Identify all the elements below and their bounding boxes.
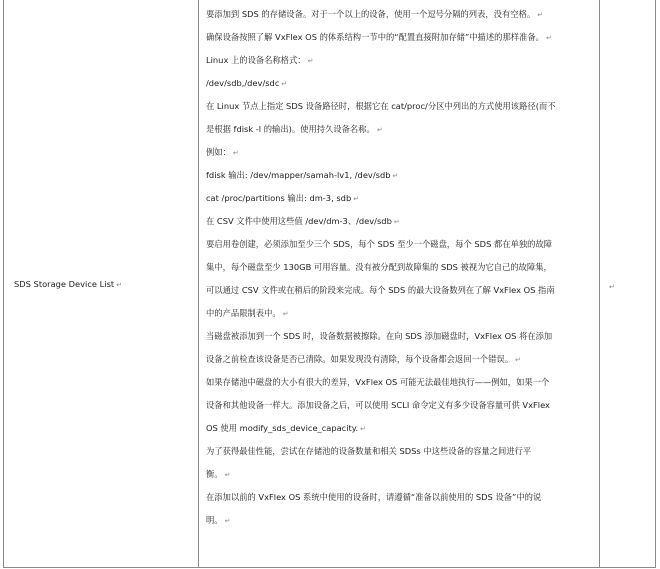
description-text: 要添加到 SDS 的存储设备。对于一个以上的设备，使用一个逗号分隔的列表，没有空格。 bbox=[206, 9, 536, 19]
description-text: Linux 上的设备名称格式： bbox=[206, 55, 306, 65]
description-text: /dev/sdb,/dev/sdc bbox=[206, 78, 280, 88]
description-text: 在 CSV 文件中使用这些值 /dev/dm-3、/dev/sdb bbox=[206, 216, 392, 226]
description-text: 在 Linux 节点上指定 SDS 设备路径时，根据它在 cat/proc/分区中列出的方式使用该路径(而不 bbox=[206, 101, 556, 111]
paragraph-mark-icon: ↵ bbox=[224, 471, 231, 479]
description-text: 要启用卷创建，必须添加至少三个 SDS，每个 SDS 至少一个磁盘，每个 SDS 都在单独的故障 bbox=[206, 239, 553, 249]
description-text: 当磁盘被添加到一个 SDS 时，设备数据被擦除。在向 SDS 添加磁盘时，VxFlex OS 将在添加 bbox=[206, 331, 553, 341]
description-text: cat /proc/partitions 输出: dm-3, sdb bbox=[206, 193, 352, 203]
paragraph-mark-icon: ↵ bbox=[282, 310, 289, 318]
paragraph-mark-icon: ↵ bbox=[545, 34, 552, 42]
description-text: 可以通过 CSV 文件或在稍后的阶段来完成。每个 SDS 的最大设备数列在了解 VxFlex OS 指南 bbox=[206, 285, 555, 295]
description-line bbox=[206, 8, 543, 21]
description-text: OS 使用 modify_sds_device_capacity. bbox=[206, 423, 359, 433]
description-text: 是根据 fdisk -l 的输出)。使用持久设备名称。 bbox=[206, 124, 375, 134]
paragraph-mark-icon: ↵ bbox=[609, 283, 615, 291]
description-line bbox=[206, 100, 556, 112]
description-line bbox=[206, 123, 383, 136]
description-line bbox=[206, 284, 555, 296]
description-text: 如果存储池中磁盘的大小有很大的差异，VxFlex OS 可能无法最佳地执行——例如，如果一个 bbox=[206, 377, 550, 387]
parameter-table bbox=[3, 0, 656, 568]
description-text: 集中，每个磁盘至少 130GB 可用容量。没有被分配到故障集的 SDS 被视为它自己的故障集， bbox=[206, 262, 552, 272]
paragraph-mark-icon: ↵ bbox=[360, 425, 367, 433]
description-text: 确保设备按照了解 VxFlex OS 的体系结构一节中的“配置直接附加存储”中描述的那样准备。 bbox=[206, 32, 544, 42]
column-divider bbox=[198, 0, 199, 567]
paragraph-mark-icon: ↵ bbox=[537, 11, 544, 19]
paragraph-mark-icon: ↵ bbox=[224, 517, 231, 525]
description-text: 例如： bbox=[206, 147, 231, 157]
description-line bbox=[206, 146, 239, 159]
description-text: 设备之前检查该设备是否已清除。如果发现没有清除，每个设备都会返回一个错误。 bbox=[206, 354, 513, 364]
paragraph-mark-icon: ↵ bbox=[393, 218, 400, 226]
description-line bbox=[206, 353, 521, 366]
description-line bbox=[206, 169, 398, 182]
column-divider bbox=[599, 0, 600, 567]
description-line bbox=[206, 261, 552, 273]
description-text: 衡。 bbox=[206, 469, 223, 479]
paragraph-mark-icon: ↵ bbox=[353, 195, 360, 203]
description-line bbox=[206, 468, 230, 481]
paragraph-mark-icon: ↵ bbox=[515, 356, 521, 364]
description-line bbox=[206, 77, 287, 90]
description-line bbox=[206, 330, 552, 342]
description-text: 在添加以前的 VxFlex OS 系统中使用的设备时，请遵循“准备以前使用的 SDS 设备”中的说 bbox=[206, 492, 542, 502]
description-text: fdisk 输出: /dev/mapper/samah-lv1, /dev/sdb bbox=[206, 170, 391, 180]
description-line bbox=[206, 307, 289, 320]
paragraph-mark-icon: ↵ bbox=[307, 57, 314, 65]
description-text: 明。 bbox=[206, 515, 223, 525]
description-line bbox=[206, 192, 359, 205]
paragraph-mark-icon: ↵ bbox=[281, 80, 288, 88]
description-text: 为了获得最佳性能，尝试在存储池的设备数量和相关 SDSs 中这些设备的容量之间进行平 bbox=[206, 446, 532, 456]
description-line bbox=[206, 445, 531, 457]
description-line bbox=[206, 514, 230, 527]
paragraph-mark-icon: ↵ bbox=[392, 172, 399, 180]
description-line bbox=[206, 422, 366, 435]
description-line bbox=[206, 215, 400, 228]
paragraph-mark-icon: ↵ bbox=[376, 126, 383, 134]
row-label: SDS Storage Device List bbox=[14, 279, 115, 289]
description-line bbox=[206, 491, 541, 503]
description-line bbox=[206, 399, 550, 411]
paragraph-mark-icon: ↵ bbox=[232, 149, 239, 157]
description-line bbox=[206, 238, 552, 250]
paragraph-mark-icon: ↵ bbox=[116, 281, 123, 289]
description-line bbox=[206, 31, 552, 44]
description-text: 中的产品限制表中。 bbox=[206, 308, 281, 318]
description-text: 设备和其他设备一样大。添加设备之后，可以使用 SCLI 命令定义有多少设备容量可供 VxFlex bbox=[206, 400, 550, 410]
description-line bbox=[206, 376, 549, 388]
description-line bbox=[206, 54, 314, 67]
row-label-cell bbox=[14, 279, 122, 289]
